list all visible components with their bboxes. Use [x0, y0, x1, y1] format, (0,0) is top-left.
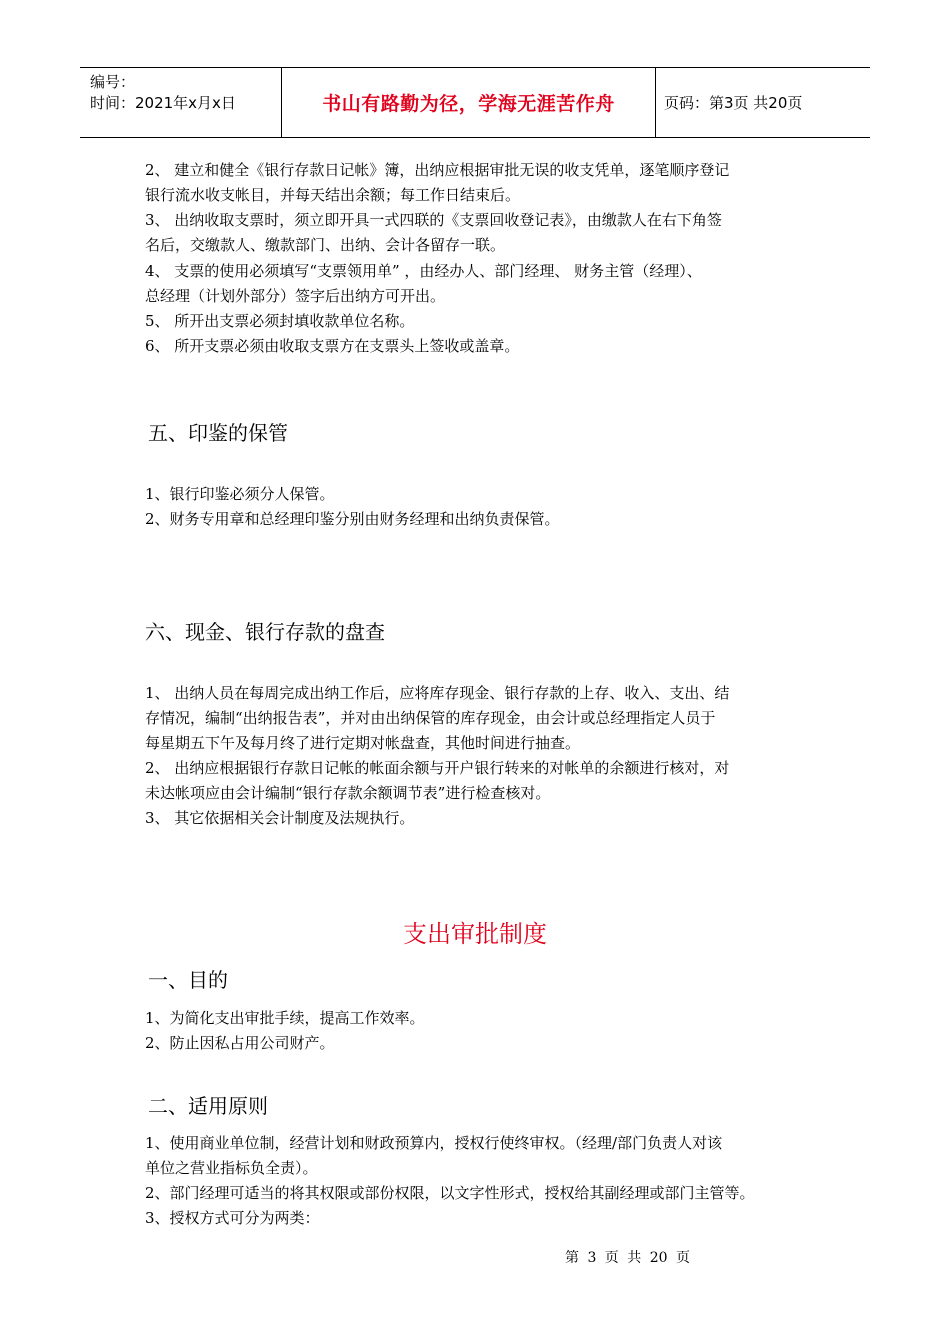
paragraph-line: 1、银行印鉴必须分人保管。 [145, 485, 335, 503]
paragraph-line: 1、 出纳人员在每周完成出纳工作后，应将库存现金、银行存款的上存、收入、支出、结 [145, 684, 730, 702]
paragraph-line: 1、为简化支出审批手续，提高工作效率。 [145, 1009, 425, 1027]
paragraph-line: 名后，交缴款人、缴款部门、出纳、会计各留存一联。 [145, 236, 506, 254]
page-footer: 第 3 页 共 20 页 [565, 1250, 690, 1266]
page-header [80, 67, 870, 138]
paragraph-line: 6、 所开支票必须由收取支票方在支票头上签收或盖章。 [145, 337, 520, 355]
paragraph-line: 总经理（计划外部分）签字后出纳方可开出。 [145, 287, 446, 305]
paragraph-line: 3、授权方式可分为两类： [145, 1209, 320, 1227]
paragraph-line: 2、防止因私占用公司财产。 [145, 1034, 335, 1052]
header-meta [80, 68, 282, 137]
paragraph-line: 1、使用商业单位制，经营计划和财政预算内，授权行使终审权。（经理/部门负责人对该 [145, 1134, 723, 1152]
number-label: 编号： [90, 73, 136, 91]
header-page-label: 页码：第3页 共20页 [664, 94, 803, 112]
paragraph-line: 2、部门经理可适当的将其权限或部份权限，以文字性形式，授权给其副经理或部门主管等。 [145, 1184, 755, 1202]
paragraph-line: 5、 所开出支票必须封填收款单位名称。 [145, 312, 415, 330]
section-heading: 一、目的 [148, 968, 228, 992]
document-title: 支出审批制度 [403, 920, 547, 948]
paragraph-line: 3、 出纳收取支票时，须立即开具一式四联的《支票回收登记表》，由缴款人在右下角签 [145, 211, 722, 229]
paragraph-line: 4、 支票的使用必须填写“支票领用单” ，由经办人、部门经理、 财务主管（经理）、 [145, 262, 702, 280]
paragraph-line: 2、 出纳应根据银行存款日记帐的帐面余额与开户银行转来的对帐单的余额进行核对，对 [145, 759, 730, 777]
paragraph-line: 银行流水收支帐目，并每天结出余额；每工作日结束后。 [145, 186, 521, 204]
section-heading: 五、印鉴的保管 [148, 421, 288, 445]
section-heading: 二、适用原则 [148, 1094, 268, 1118]
paragraph-line: 每星期五下午及每月终了进行定期对帐盘查，其他时间进行抽查。 [145, 734, 581, 752]
paragraph-line: 2、财务专用章和总经理印鉴分别由财务经理和出纳负责保管。 [145, 510, 560, 528]
paragraph-line: 2、 建立和健全《银行存款日记帐》簿，出纳应根据审批无误的收支凭单，逐笔顺序登记 [145, 161, 730, 179]
paragraph-line: 单位之营业指标负全责）。 [145, 1159, 318, 1177]
time-label: 时间：2021年x月x日 [90, 94, 236, 112]
paragraph-line: 未达帐项应由会计编制“银行存款余额调节表”进行检查核对。 [145, 784, 551, 802]
section-heading: 六、现金、银行存款的盘查 [145, 620, 385, 644]
paragraph-line: 3、 其它依据相关会计制度及法规执行。 [145, 809, 415, 827]
paragraph-line: 存情况，编制“出纳报告表”，并对由出纳保管的库存现金，由会计或总经理指定人员于 [145, 709, 716, 727]
header-motto: 书山有路勤为径，学海无涯苦作舟 [282, 68, 656, 137]
